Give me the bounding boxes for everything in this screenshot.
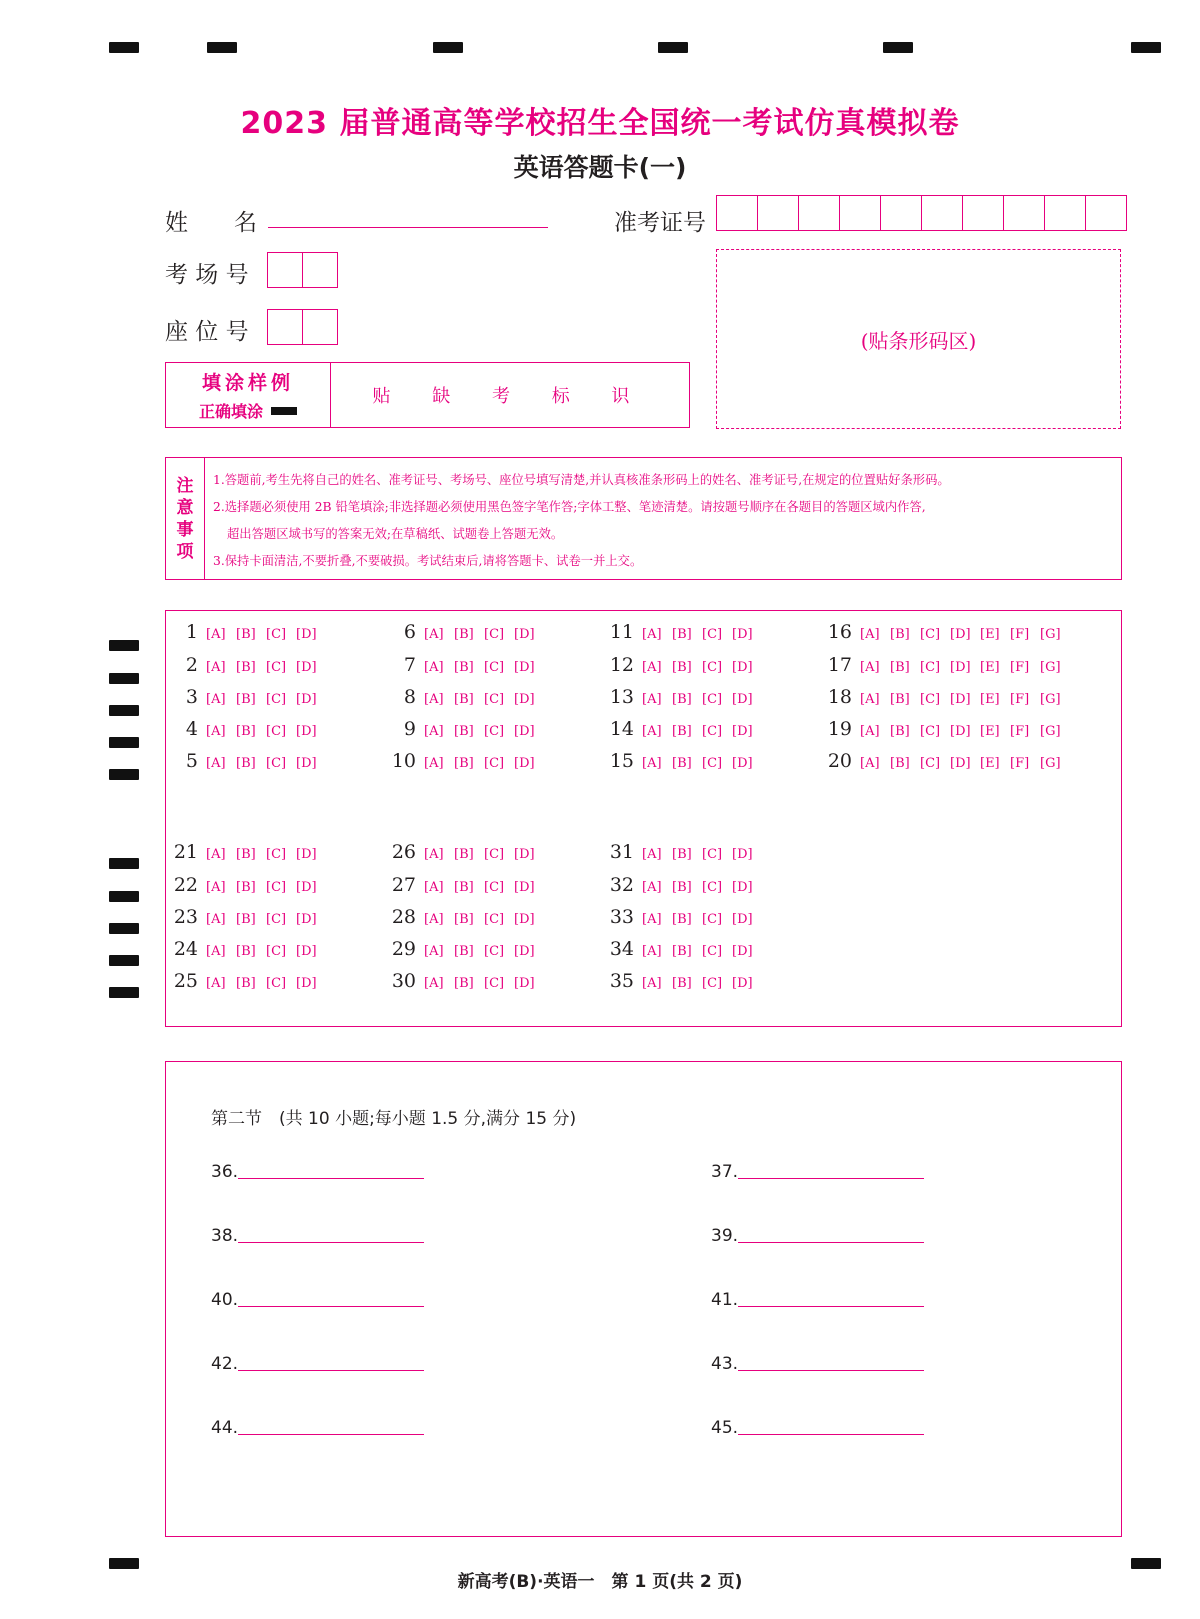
notice-item: 2.选择题必须使用 2B 铅笔填涂;非选择题必须使用黑色签字笔作答;字体工整、笔迹清楚。请按题号顺序在各题目的答题区域内作答, [213,500,926,514]
answer-bubble[interactable]: [C] [484,756,505,771]
answer-bubble[interactable]: [D] [732,724,753,739]
name-field[interactable] [268,227,548,228]
answer-line[interactable] [238,1178,424,1179]
question-row-1 [170,621,326,643]
question-row-23 [170,906,326,928]
section2-box [165,1061,1122,1537]
answer-bubble[interactable]: [D] [514,847,535,862]
answer-bubble[interactable]: [C] [702,944,723,959]
answer-bubble[interactable]: [C] [702,847,723,862]
question-number: 11 [609,621,634,643]
question-number: 9 [403,718,416,740]
answer-bubble[interactable]: [B] [454,627,474,642]
answer-bubble[interactable]: [C] [266,880,287,895]
answer-bubble[interactable]: [B] [672,660,692,675]
answer-bubble[interactable]: [E] [980,692,1000,707]
question-number: 27 [391,874,416,896]
answer-bubble[interactable]: [B] [672,976,692,991]
page-title: 2023 届普通高等学校招生全国统一考试仿真模拟卷 [240,106,960,141]
answer-bubble[interactable]: [C] [266,660,287,675]
answer-bubble[interactable]: [D] [296,912,317,927]
answer-bubble[interactable]: [C] [484,724,505,739]
question-number: 3 [185,686,198,708]
timing-mark [883,42,913,53]
blank-number: 37. [711,1162,739,1182]
answer-bubble[interactable]: [C] [702,976,723,991]
answer-bubble[interactable]: [B] [236,847,256,862]
answer-bubble[interactable]: [A] [860,660,880,675]
question-number: 26 [391,841,416,863]
question-number: 21 [173,841,198,863]
question-number: 20 [827,750,852,772]
answer-bubble[interactable]: [B] [454,692,474,707]
answer-bubble[interactable]: [A] [860,692,880,707]
fill-in-blank[interactable] [211,1162,424,1182]
notice-box [165,457,1122,580]
answer-bubble[interactable]: [C] [484,847,505,862]
answer-bubble[interactable]: [A] [642,880,662,895]
question-row-13 [606,686,762,708]
question-row-2 [170,654,326,676]
answer-line[interactable] [738,1178,924,1179]
question-row-30 [388,970,544,992]
answer-bubble[interactable]: [D] [296,660,317,675]
answer-bubble[interactable]: [D] [950,692,971,707]
answer-bubble[interactable]: [D] [732,627,753,642]
answer-bubble[interactable]: [D] [732,912,753,927]
barcode-label: (贴条形码区) [860,328,977,353]
answer-bubble[interactable]: [F] [1010,660,1030,675]
question-number: 8 [403,686,416,708]
question-number: 28 [391,906,416,928]
answer-bubble[interactable]: [A] [642,912,662,927]
question-number: 31 [609,841,634,863]
answer-bubble[interactable]: [A] [206,944,226,959]
fill-in-blank[interactable] [711,1418,924,1438]
fill-in-blank[interactable] [211,1418,424,1438]
answer-bubble[interactable]: [D] [950,756,971,771]
timing-mark [109,891,139,902]
blank-number: 36. [211,1162,239,1182]
timing-mark [109,955,139,966]
question-number: 19 [827,718,852,740]
answer-bubble[interactable]: [A] [860,756,880,771]
answer-bubble[interactable]: [A] [206,880,226,895]
question-row-28 [388,906,544,928]
question-number: 32 [609,874,634,896]
question-row-34 [606,938,762,960]
question-number: 12 [609,654,634,676]
answer-bubble[interactable]: [B] [236,692,256,707]
answer-bubble[interactable]: [B] [672,880,692,895]
answer-bubble[interactable]: [B] [454,724,474,739]
question-row-19 [824,718,1070,740]
correct-fill-label: 正确填涂 [198,402,263,421]
answer-bubble[interactable]: [B] [890,756,910,771]
answer-bubble[interactable]: [F] [1010,724,1030,739]
blank-number: 42. [211,1354,239,1374]
answer-bubble[interactable]: [B] [890,660,910,675]
answer-bubble[interactable]: [D] [296,944,317,959]
question-number: 33 [609,906,634,928]
answer-bubble[interactable]: [D] [732,880,753,895]
question-row-6 [388,621,544,643]
answer-bubble[interactable]: [C] [484,944,505,959]
question-number: 5 [185,750,198,772]
answer-bubble[interactable]: [C] [920,724,941,739]
answer-bubble[interactable]: [A] [642,944,662,959]
answer-line[interactable] [238,1306,424,1307]
fill-example-box [165,362,690,428]
answer-bubble[interactable]: [G] [1040,756,1061,771]
question-row-10 [388,750,544,772]
question-row-24 [170,938,326,960]
answer-bubble[interactable]: [A] [424,724,444,739]
timing-mark [109,858,139,869]
blank-number: 38. [211,1226,239,1246]
answer-bubble[interactable]: [B] [236,756,256,771]
answer-bubble[interactable]: [B] [236,944,256,959]
answer-bubble[interactable]: [C] [702,627,723,642]
blank-number: 41. [711,1290,739,1310]
question-row-21 [170,841,326,863]
timing-mark [658,42,688,53]
answer-bubble[interactable]: [A] [424,627,444,642]
answer-bubble[interactable]: [D] [296,847,317,862]
answer-bubble[interactable]: [B] [454,880,474,895]
answer-bubble[interactable]: [A] [642,847,662,862]
answer-bubble[interactable]: [D] [296,880,317,895]
question-row-20 [824,750,1070,772]
question-row-31 [606,841,762,863]
answer-bubble[interactable]: [F] [1010,627,1030,642]
question-number: 14 [609,718,634,740]
page-footer: 新高考(B)·英语一 第 1 页(共 2 页) [457,1572,743,1592]
question-row-5 [170,750,326,772]
fill-in-blank[interactable] [711,1162,924,1182]
answer-bubble[interactable]: [D] [296,627,317,642]
answer-line[interactable] [238,1370,424,1371]
answer-bubble[interactable]: [C] [266,944,287,959]
question-row-15 [606,750,762,772]
answer-bubble[interactable]: [A] [642,692,662,707]
answer-bubble[interactable]: [D] [732,944,753,959]
answer-line[interactable] [738,1434,924,1435]
answer-bubble[interactable]: [D] [296,976,317,991]
room-label: 考 场 号 [165,262,249,288]
question-number: 16 [827,621,852,643]
answer-bubble[interactable]: [C] [484,627,505,642]
answer-bubble[interactable]: [C] [920,660,941,675]
question-number: 10 [391,750,416,772]
question-number: 29 [391,938,416,960]
seat-label: 座 位 号 [165,319,249,345]
answer-bubble[interactable]: [B] [236,880,256,895]
answer-bubble[interactable]: [D] [296,692,317,707]
answer-bubble[interactable]: [A] [424,976,444,991]
answer-bubble[interactable]: [D] [732,756,753,771]
answer-bubble[interactable]: [D] [514,627,535,642]
fill-in-blank[interactable] [711,1354,924,1374]
answer-bubble[interactable]: [C] [484,880,505,895]
answer-bubble[interactable]: [F] [1010,692,1030,707]
answer-bubble[interactable]: [G] [1040,692,1061,707]
answer-bubble[interactable]: [A] [206,976,226,991]
timing-mark [109,737,139,748]
answer-bubble[interactable]: [B] [672,692,692,707]
timing-mark [109,769,139,780]
question-row-4 [170,718,326,740]
answer-bubble[interactable]: [A] [642,660,662,675]
answer-bubble[interactable]: [B] [672,756,692,771]
question-row-27 [388,874,544,896]
answer-bubble[interactable]: [C] [266,847,287,862]
answer-bubble[interactable]: [A] [424,944,444,959]
fill-in-blank[interactable] [211,1226,424,1246]
question-number: 6 [403,621,416,643]
blank-number: 44. [211,1418,239,1438]
answer-bubble[interactable]: [C] [702,724,723,739]
question-number: 34 [609,938,634,960]
answer-bubble[interactable]: [D] [514,976,535,991]
question-number: 30 [391,970,416,992]
answer-bubble[interactable]: [D] [514,944,535,959]
question-number: 1 [185,621,198,643]
timing-mark [109,705,139,716]
answer-bubble[interactable]: [C] [266,627,287,642]
answer-bubble[interactable]: [D] [732,847,753,862]
answer-bubble[interactable]: [C] [702,912,723,927]
answer-bubble[interactable]: [A] [424,847,444,862]
answer-bubble[interactable]: [A] [424,692,444,707]
answer-bubble[interactable]: [G] [1040,660,1061,675]
notice-item: 超出答题区域书写的答案无效;在草稿纸、试题卷上答题无效。 [227,527,564,541]
question-number: 7 [403,654,416,676]
answer-bubble[interactable]: [A] [642,756,662,771]
notice-item: 3.保持卡面清洁,不要折叠,不要破损。考试结束后,请将答题卡、试卷一并上交。 [213,554,643,568]
section2-heading: 第二节 (共 10 小题;每小题 1.5 分,满分 15 分) [211,1109,577,1129]
answer-bubble[interactable]: [E] [980,660,1000,675]
answer-line[interactable] [238,1242,424,1243]
question-row-32 [606,874,762,896]
answer-bubble[interactable]: [B] [672,912,692,927]
question-number: 13 [609,686,634,708]
question-number: 2 [185,654,198,676]
answer-line[interactable] [738,1306,924,1307]
answer-bubble[interactable]: [D] [514,660,535,675]
absent-mark-label: 贴 缺 考 标 识 [372,386,648,407]
fill-in-blank[interactable] [711,1226,924,1246]
fill-in-blank[interactable] [711,1290,924,1310]
answer-bubble[interactable]: [D] [950,627,971,642]
question-row-11 [606,621,762,643]
answer-bubble[interactable]: [B] [454,912,474,927]
question-row-14 [606,718,762,740]
answer-bubble[interactable]: [D] [514,912,535,927]
question-row-29 [388,938,544,960]
answer-bubble[interactable]: [D] [950,724,971,739]
answer-bubble[interactable]: [A] [860,724,880,739]
blank-number: 45. [711,1418,739,1438]
answer-bubble[interactable]: [B] [236,976,256,991]
answer-bubble[interactable]: [B] [672,847,692,862]
absent-mark-area [331,363,689,427]
answer-bubble[interactable]: [A] [206,724,226,739]
answer-bubble[interactable]: [D] [296,756,317,771]
answer-bubble[interactable]: [C] [920,692,941,707]
answer-line[interactable] [238,1434,424,1435]
answer-bubble[interactable]: [B] [236,724,256,739]
answer-bubble[interactable]: [D] [514,880,535,895]
answer-line[interactable] [738,1370,924,1371]
fill-in-blank[interactable] [211,1290,424,1310]
barcode-area [716,249,1121,429]
timing-mark [109,673,139,684]
question-number: 24 [173,938,198,960]
answer-bubble[interactable]: [B] [454,944,474,959]
question-row-26 [388,841,544,863]
answer-bubble[interactable]: [A] [206,660,226,675]
answer-bubble[interactable]: [A] [206,756,226,771]
answer-bubble[interactable]: [A] [642,976,662,991]
answer-bubble[interactable]: [D] [514,724,535,739]
seat-number-field[interactable] [267,309,338,345]
name-label: 姓 名 [165,210,257,236]
question-number: 15 [609,750,634,772]
answer-bubble[interactable]: [D] [732,976,753,991]
answer-bubble[interactable]: [G] [1040,627,1061,642]
answer-bubble[interactable]: [B] [672,724,692,739]
question-row-35 [606,970,762,992]
blank-number: 43. [711,1354,739,1374]
answer-bubble[interactable]: [A] [424,880,444,895]
notice-title: 注意事项 [176,475,194,562]
multiple-choice-box [165,610,1122,1027]
timing-mark [109,987,139,998]
answer-bubble[interactable]: [B] [454,756,474,771]
answer-bubble[interactable]: [E] [980,724,1000,739]
answer-bubble[interactable]: [A] [206,627,226,642]
answer-bubble[interactable]: [A] [206,692,226,707]
question-row-33 [606,906,762,928]
question-row-3 [170,686,326,708]
timing-mark [433,42,463,53]
answer-bubble[interactable]: [A] [424,756,444,771]
answer-bubble[interactable]: [C] [484,660,505,675]
question-number: 35 [609,970,634,992]
timing-mark [207,42,237,53]
question-row-16 [824,621,1070,643]
timing-mark [109,640,139,651]
answer-bubble[interactable]: [C] [266,692,287,707]
exam-id-label: 准考证号 [614,210,706,236]
answer-bubble[interactable]: [C] [702,756,723,771]
fill-example-title: 填涂样例 [201,372,294,394]
answer-bubble[interactable]: [B] [672,627,692,642]
timing-mark [109,923,139,934]
answer-bubble[interactable]: [A] [642,627,662,642]
blank-number: 39. [711,1226,739,1246]
question-number: 18 [827,686,852,708]
answer-bubble[interactable]: [B] [236,660,256,675]
answer-bubble[interactable]: [C] [484,692,505,707]
answer-bubble[interactable]: [A] [206,847,226,862]
answer-bubble[interactable]: [B] [454,847,474,862]
question-row-22 [170,874,326,896]
fill-in-blank[interactable] [211,1354,424,1374]
answer-bubble[interactable]: [A] [642,724,662,739]
answer-bubble[interactable]: [C] [266,912,287,927]
question-row-18 [824,686,1070,708]
answer-bubble[interactable]: [B] [454,660,474,675]
answer-bubble[interactable]: [A] [206,912,226,927]
answer-bubble[interactable]: [D] [732,692,753,707]
answer-bubble[interactable]: [C] [702,880,723,895]
answer-bubble[interactable]: [A] [424,660,444,675]
question-number: 22 [173,874,198,896]
answer-bubble[interactable]: [C] [920,627,941,642]
answer-bubble[interactable]: [D] [732,660,753,675]
answer-bubble[interactable]: [A] [860,627,880,642]
answer-bubble[interactable]: [D] [514,756,535,771]
question-row-9 [388,718,544,740]
answer-bubble[interactable]: [C] [484,912,505,927]
answer-bubble[interactable]: [B] [890,692,910,707]
timing-mark [1131,42,1161,53]
timing-mark [109,42,139,53]
exam-id-field[interactable] [716,195,1127,231]
answer-bubble[interactable]: [C] [266,756,287,771]
question-number: 17 [827,654,852,676]
answer-bubble[interactable]: [C] [702,660,723,675]
answer-bubble[interactable]: [F] [1010,756,1030,771]
answer-bubble[interactable]: [B] [236,912,256,927]
answer-bubble[interactable]: [C] [920,756,941,771]
answer-bubble[interactable]: [B] [890,627,910,642]
answer-bubble[interactable]: [A] [424,912,444,927]
answer-bubble[interactable]: [B] [236,627,256,642]
question-number: 25 [173,970,198,992]
answer-bubble[interactable]: [C] [266,724,287,739]
notice-item: 1.答题前,考生先将自己的姓名、准考证号、考场号、座位号填写清楚,并认真核准条形码上的姓名、准考证号,在规定的位置贴好条形码。 [213,473,950,487]
question-number: 23 [173,906,198,928]
question-number: 4 [185,718,198,740]
answer-line[interactable] [738,1242,924,1243]
question-row-8 [388,686,544,708]
blank-number: 40. [211,1290,239,1310]
page-subtitle: 英语答题卡(一) [513,153,687,182]
question-row-7 [388,654,544,676]
answer-bubble[interactable]: [C] [484,976,505,991]
question-row-17 [824,654,1070,676]
answer-bubble[interactable]: [D] [950,660,971,675]
answer-bubble[interactable]: [B] [890,724,910,739]
answer-bubble[interactable]: [E] [980,627,1000,642]
answer-bubble[interactable]: [C] [266,976,287,991]
answer-bubble[interactable]: [G] [1040,724,1061,739]
answer-bubble[interactable]: [B] [454,976,474,991]
answer-bubble[interactable]: [E] [980,756,1000,771]
answer-bubble[interactable]: [C] [702,692,723,707]
answer-bubble[interactable]: [D] [296,724,317,739]
room-number-field[interactable] [267,252,338,288]
correct-fill-sample [271,407,297,415]
question-row-12 [606,654,762,676]
answer-bubble[interactable]: [B] [672,944,692,959]
question-row-25 [170,970,326,992]
answer-bubble[interactable]: [D] [514,692,535,707]
